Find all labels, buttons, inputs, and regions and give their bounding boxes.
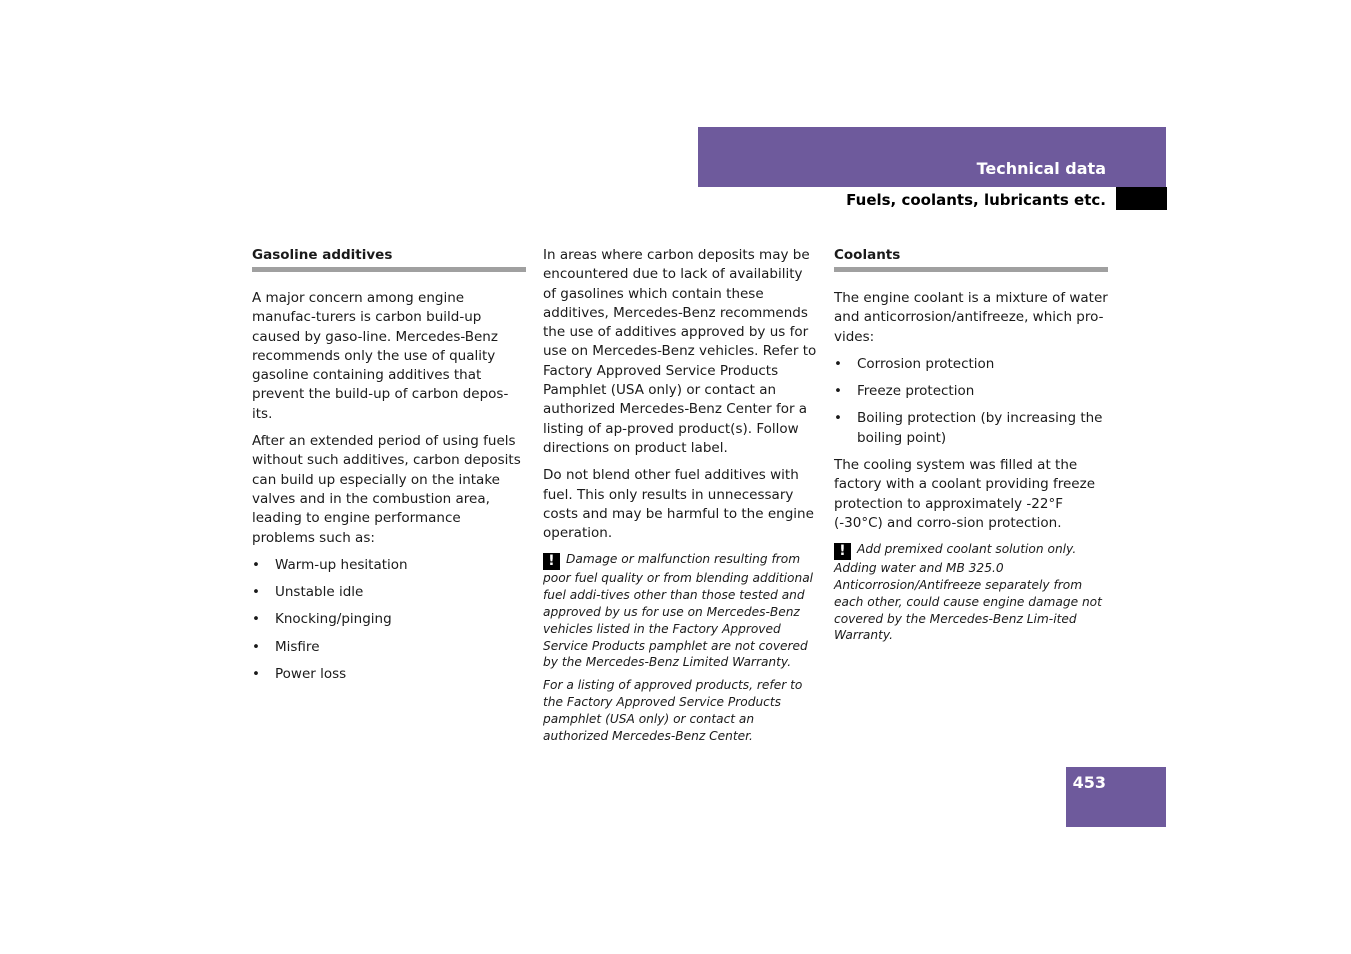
list-item: • Freeze protection: [834, 382, 1108, 401]
approved-products-note: For a listing of approved products, refer to the Factory Approved Service Products pamphlet (USA only) or contact an authorized Mercedes-Benz Center.: [543, 678, 803, 743]
bullet-icon: •: [252, 556, 260, 573]
additives-paragraph-2: Do not blend other fuel additives with fuel. This only results in unnecessary costs and may be harmful to the engine operation.: [543, 467, 814, 542]
coolants-heading: Coolants: [834, 246, 1108, 272]
additives-paragraph-1: In areas where carbon deposits may be encountered due to lack of availability of gasolines which contain these additives, Mercedes-Benz recommends the use of additives approved by us for use on Mercedes-Benz vehicles. Refer to Factory Approved Service Products Pamphlet (USA only) or contact an authorized Mercedes-Benz Center for a listing of ap-proved product(s). Follow directions on product label.: [543, 247, 817, 456]
column-coolants: [834, 246, 1108, 650]
list-item: • Corrosion protection: [834, 355, 1108, 374]
gasoline-paragraph-1: A major concern among engine manufac-turers is carbon build-up caused by gaso-line. Mercedes-Benz recommends only the use of quality gasoline containing additives that prevent the build-up of carbon depos-its.: [252, 290, 509, 422]
header-tab-marker: [1116, 187, 1167, 210]
list-item: • Knocking/pinging: [252, 610, 526, 629]
bullet-icon: •: [252, 638, 260, 655]
coolant-protection-list: [834, 355, 1108, 448]
column-additives-continued: [543, 246, 817, 750]
list-item: • Unstable idle: [252, 583, 526, 602]
coolant-warning-note: ! Add premixed coolant solution only. Adding water and MB 325.0 Anticorrosion/Antifreeze separately from each other, could cause engine damage not covered by the Mercedes-Benz Lim-ited Warranty.: [834, 542, 1102, 643]
gasoline-paragraph-2: After an extended period of using fuels without such additives, carbon deposits can build up especially on the intake valves and in the combustion area, leading to engine performance problems such as:: [252, 433, 521, 546]
column-gasoline-additives: [252, 246, 526, 692]
bullet-icon: •: [834, 383, 842, 400]
list-item: • Misfire: [252, 638, 526, 657]
fuel-warning-note: ! Damage or malfunction resulting from poor fuel quality or from blending additional fuel addi-tives other than those tested and approved by us for use on Mercedes-Benz vehicles listed in the Factory Approved Service Products pamphlet are not covered by the Mercedes-Benz Limited Warranty.: [543, 552, 814, 670]
bullet-icon: •: [252, 611, 260, 628]
list-item: • Power loss: [252, 665, 526, 684]
cooling-system-paragraph: The cooling system was filled at the factory with a coolant providing freeze protection to approximately -22°F (-30°C) and corro-sion protection.: [834, 457, 1096, 531]
bullet-icon: •: [252, 584, 260, 601]
bullet-icon: •: [834, 410, 842, 427]
page-number: 453: [1072, 773, 1106, 792]
bullet-icon: •: [252, 666, 260, 683]
warning-icon: !: [834, 543, 851, 560]
bullet-icon: •: [834, 355, 842, 372]
coolants-intro: The engine coolant is a mixture of water and anticorrosion/antifreeze, which pro-vides:: [834, 290, 1108, 345]
engine-problems-list: [252, 556, 526, 684]
header-band: [698, 127, 1166, 187]
list-item: • Boiling protection (by increasing the boiling point): [834, 410, 1103, 446]
section-header-title: Technical data: [976, 159, 1106, 178]
gasoline-additives-heading: Gasoline additives: [252, 246, 526, 272]
section-header-subtitle: Fuels, coolants, lubricants etc.: [846, 191, 1106, 209]
warning-icon: !: [543, 553, 560, 570]
list-item: • Warm-up hesitation: [252, 556, 526, 575]
